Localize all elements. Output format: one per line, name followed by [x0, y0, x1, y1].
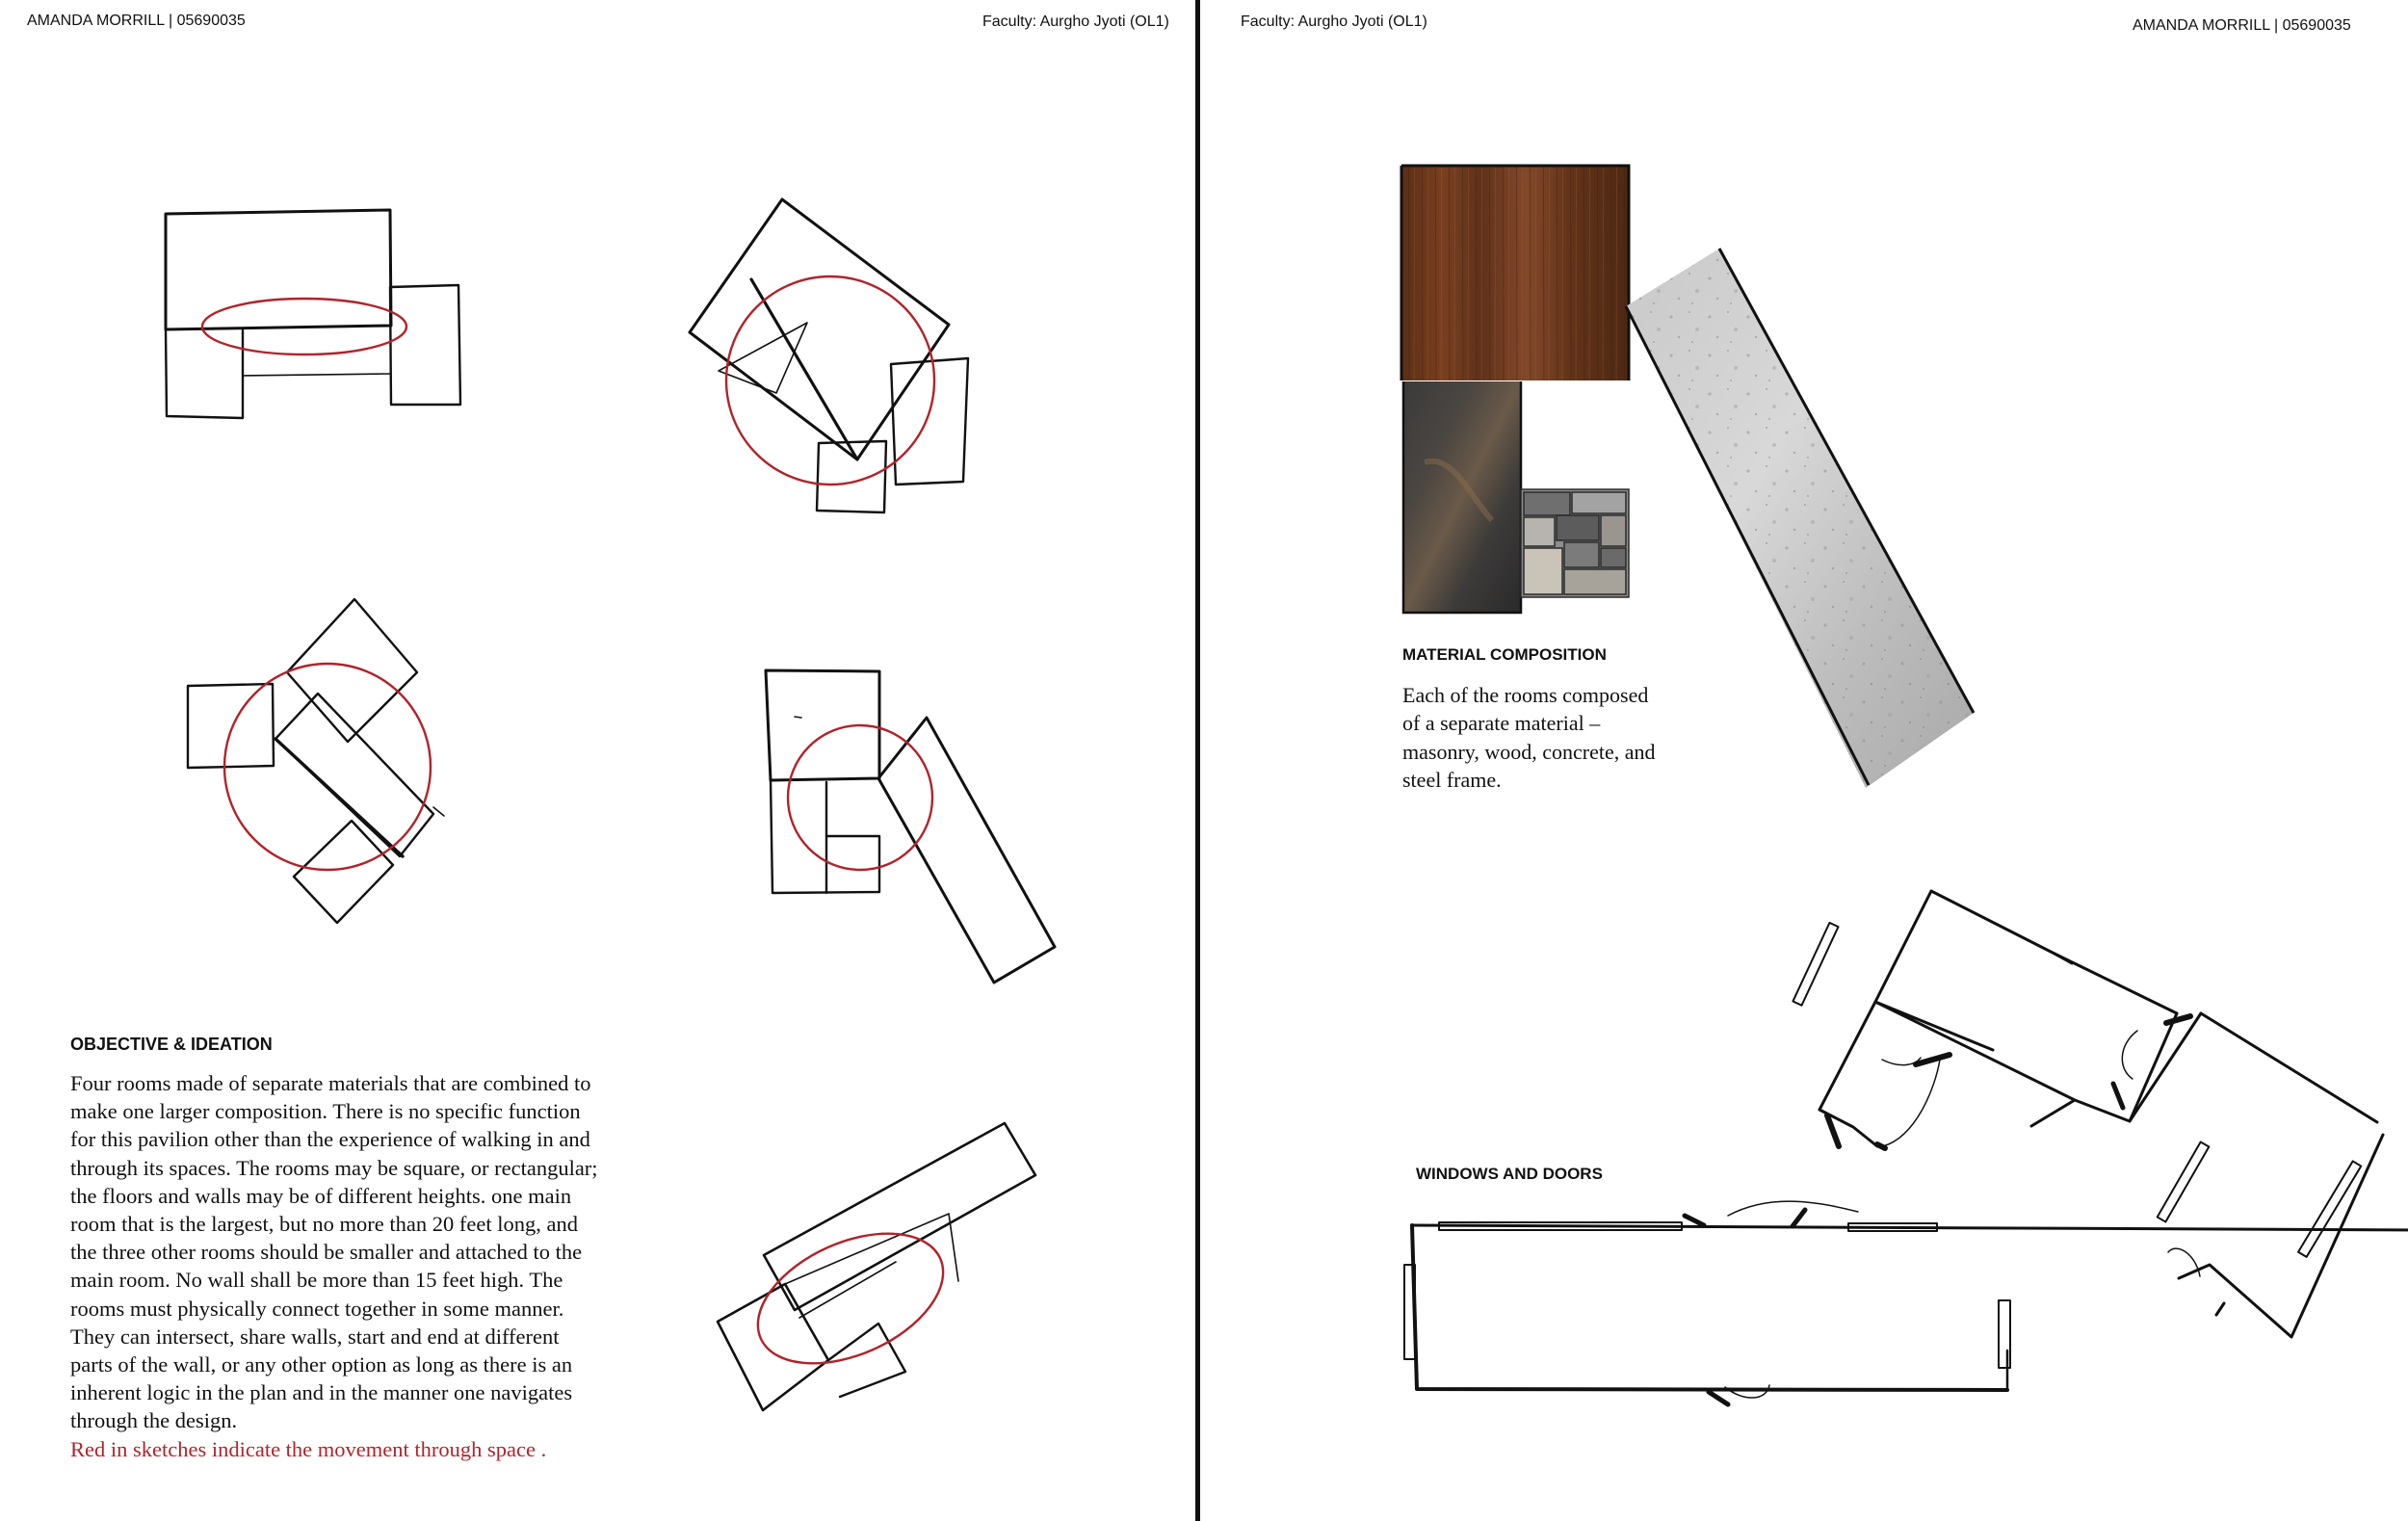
- movement-note: Red in sketches indicate the movement through space .: [70, 1436, 547, 1461]
- sketch-1: [166, 210, 460, 418]
- sketch-3: [188, 599, 444, 923]
- windows-heading: WINDOWS AND DOORS: [1416, 1165, 1603, 1183]
- material-heading: MATERIAL COMPOSITION: [1402, 645, 1607, 664]
- objective-body: Four rooms made of separate materials that are combined to make one larger composition. There is no specific function for this pavilion other than the experience of walking in and through its spaces. The rooms may be square, or rectangular; the floors and walls may be of different heights. one main room that is the largest, but no more than 20 feet long, and the three other rooms should be smaller and attached to the main room. No wall shall be more than 15 feet high. The rooms must physically connect together in some manner. They can intersect, share walls, start and end at different parts of the wall, or any other option as long as there is an inherent logic in the plan and in the manner one navigates through the design.: [70, 1071, 598, 1433]
- faculty-header-right: Faculty: Aurgho Jyoti (OL1): [1241, 13, 1427, 30]
- sketch-2: [690, 199, 968, 512]
- concrete-room: [1626, 249, 1974, 788]
- page-divider: [1195, 0, 1200, 1521]
- student-header: AMANDA MORRILL | 05690035: [27, 13, 246, 29]
- student-header-right: AMANDA MORRILL | 05690035: [2133, 17, 2351, 34]
- sketch-4: [766, 670, 1055, 983]
- sketch-5: [718, 1123, 1035, 1410]
- steel-room: [1403, 381, 1521, 613]
- faculty-header: Faculty: Aurgho Jyoti (OL1): [982, 13, 1169, 30]
- masonry-room: [1521, 489, 1629, 597]
- left-page: [0, 0, 1195, 1521]
- movement-circle-2: [726, 276, 934, 485]
- material-collage: [1203, 0, 2408, 1521]
- windows-doors-plan: [1404, 891, 2408, 1404]
- right-page: [1203, 0, 2408, 1521]
- movement-circle-4: [788, 725, 932, 870]
- wood-room: [1401, 166, 1629, 380]
- objective-text: [70, 1069, 598, 1463]
- material-body: Each of the rooms composed of a separate material – masonry, wood, concrete, and steel frame.: [1402, 683, 1656, 793]
- objective-heading: OBJECTIVE & IDEATION: [70, 1035, 273, 1054]
